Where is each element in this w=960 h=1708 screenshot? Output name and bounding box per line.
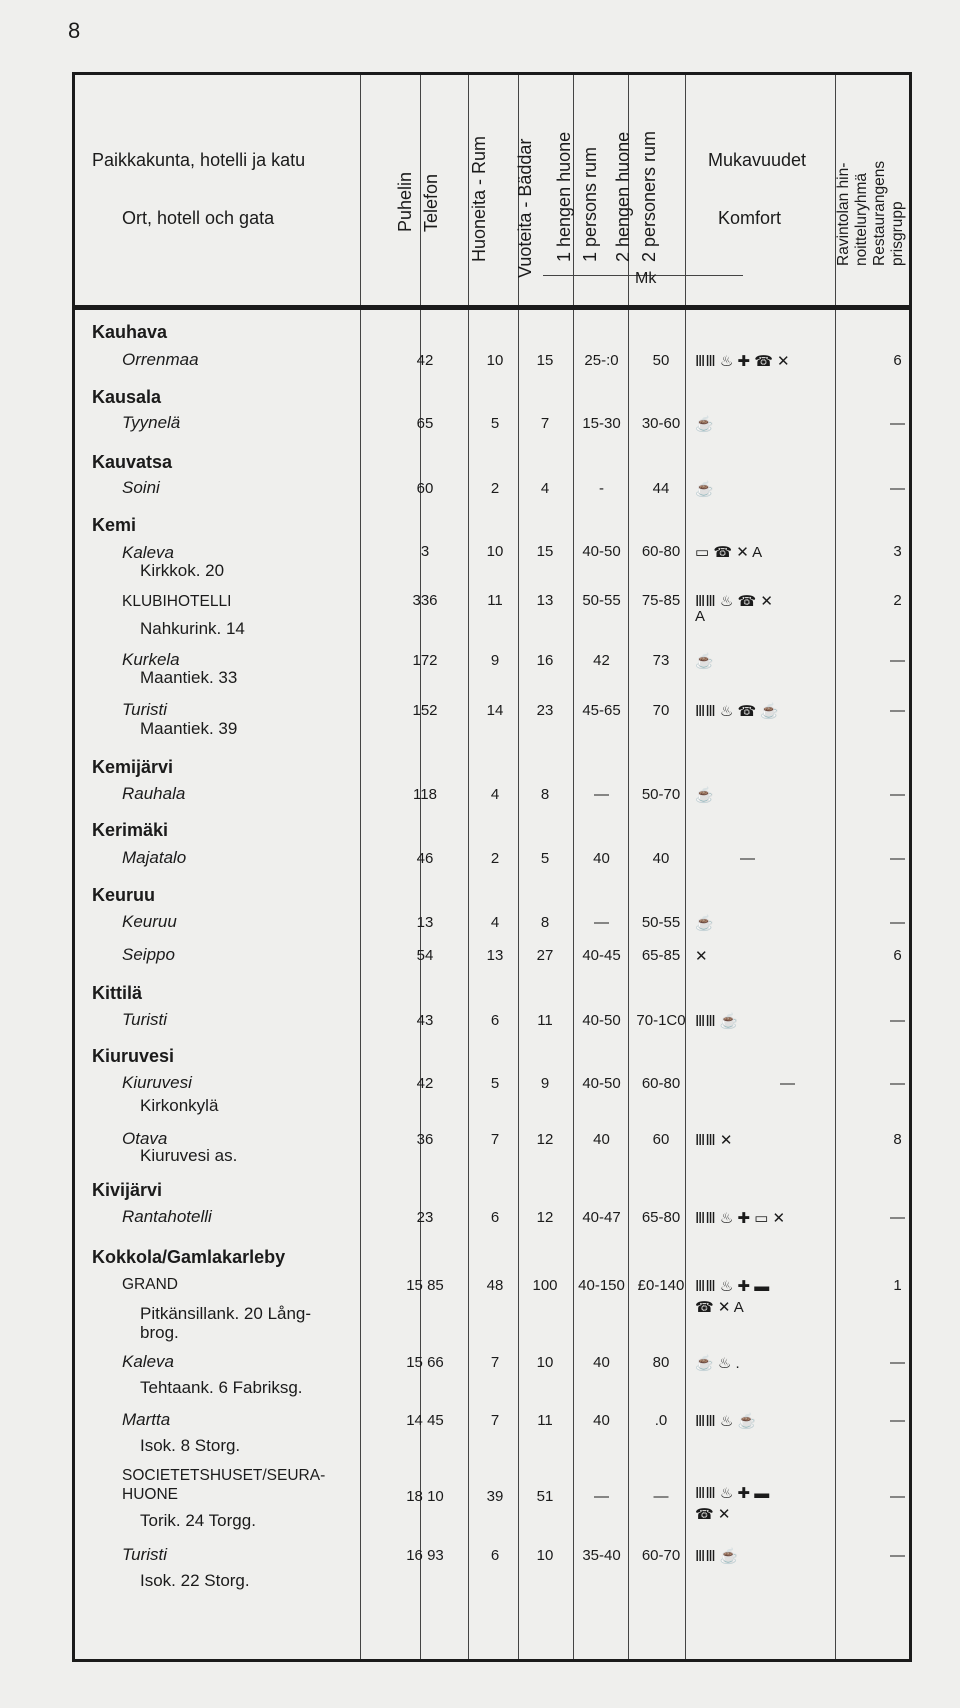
hotel-phone: 13 (416, 914, 434, 931)
hotel-double-price: — (653, 1488, 669, 1505)
hotel-phone: 3 (420, 543, 430, 560)
hotel-single-price: 40 (593, 1412, 610, 1429)
hotel-amenity-icons: ✕ (695, 948, 708, 965)
hotel-single-price: 40-47 (582, 1209, 621, 1226)
hotel-double-price: .0 (654, 1412, 668, 1429)
hotel-double-price: 44 (652, 480, 670, 497)
hotel-single-price: 15-30 (582, 415, 621, 432)
hotel-rooms: 9 (490, 652, 500, 669)
hotel-phone: 15 85 (406, 1277, 444, 1294)
hotel-amenity-icons: ⅢⅢ ♨ ☎ ✕ (695, 593, 773, 610)
hotel-name: Soini (122, 478, 160, 497)
hotel-price-group: — (890, 1412, 905, 1429)
hotel-price-group: 8 (893, 1131, 902, 1148)
hotel-name: Kaleva (122, 543, 174, 562)
header-currency: Mk (635, 270, 657, 287)
hotel-rooms: 14 (486, 702, 504, 719)
hotel-beds: 13 (536, 592, 554, 609)
hotel-price-group: — (890, 786, 905, 803)
hotel-rooms: 7 (490, 1412, 500, 1429)
header-amenities-sv: Komfort (718, 208, 782, 228)
hotel-single-price: 45-65 (582, 702, 621, 719)
hotel-rooms: 10 (486, 543, 504, 560)
hotel-address: Maantiek. 33 (140, 668, 238, 687)
hotel-single-price: — (594, 786, 609, 803)
hotel-beds: 100 (532, 1277, 558, 1294)
hotel-name: SOCIETETSHUSET/SEURA- (122, 1467, 326, 1484)
hotel-rooms: 39 (486, 1488, 504, 1505)
hotel-single-price: 40-45 (582, 947, 621, 964)
hotel-phone: 14 45 (406, 1412, 444, 1429)
header-rule (75, 305, 909, 310)
hotel-address: Isok. 22 Storg. (140, 1571, 250, 1590)
hotel-rooms: 5 (490, 1075, 500, 1092)
hotel-price-group: — (890, 1209, 905, 1226)
hotel-address: Nahkurink. 14 (140, 619, 245, 638)
hotel-amenity-icons: ⅢⅢ ♨ ✚ ▬ (695, 1485, 770, 1502)
hotel-price-group: 6 (893, 352, 902, 369)
hotel-price-group: — (890, 1547, 905, 1564)
hotel-price-group: 6 (893, 947, 902, 964)
hotel-beds: 23 (536, 702, 554, 719)
header-group-1: Ravintolan hin- (835, 162, 852, 266)
hotel-amenity-icons: ☕ (695, 481, 714, 498)
hotel-rooms: 2 (490, 480, 500, 497)
hotel-price-group: — (890, 480, 905, 497)
hotel-name: Keuruu (122, 912, 177, 931)
hotel-single-price: 25-:0 (584, 352, 619, 369)
hotel-double-price: 70 (652, 702, 670, 719)
hotel-address: Pitkänsillank. 20 Lång- (140, 1304, 312, 1323)
hotel-phone: 65 (416, 415, 434, 432)
hotel-beds: 12 (536, 1209, 554, 1226)
hotel-address: Kirkonkylä (140, 1096, 219, 1115)
hotel-phone: 42 (416, 352, 434, 369)
hotel-price-group: 3 (893, 543, 902, 560)
hotel-address: Torik. 24 Torgg. (140, 1511, 256, 1530)
hotel-price-group: 1 (893, 1277, 902, 1294)
hotel-name: GRAND (122, 1276, 178, 1293)
hotel-beds: 51 (536, 1488, 554, 1505)
hotel-phone: 46 (416, 850, 434, 867)
hotel-rooms: 7 (490, 1354, 500, 1371)
hotel-name: Kurkela (122, 650, 180, 669)
hotel-amenity-icons: ⅢⅢ ♨ ☎ ☕ (695, 703, 779, 720)
hotel-price-group: 2 (893, 592, 902, 609)
hotel-beds: 4 (540, 480, 550, 497)
header-single-sv: 1 persons rum (580, 146, 600, 262)
hotel-name: Kaleva (122, 1352, 174, 1371)
hotel-rooms: 6 (490, 1012, 500, 1029)
city-heading: Kausala (92, 387, 162, 407)
hotel-single-price: 40-150 (578, 1277, 625, 1294)
city-heading: Kivijärvi (92, 1180, 163, 1200)
hotel-beds: 9 (540, 1075, 550, 1092)
hotel-price-group: — (890, 1354, 905, 1371)
city-heading: Kiuruvesi (92, 1046, 175, 1066)
header-group-4: prisgrupp (889, 201, 906, 266)
header-group-2: noitteluryhmä (853, 172, 870, 266)
hotel-double-price: 65-85 (641, 947, 681, 964)
hotel-rooms: 7 (490, 1131, 500, 1148)
hotel-beds: 8 (540, 914, 550, 931)
hotel-phone: 36 (416, 1131, 434, 1148)
hotel-rooms: 10 (486, 352, 504, 369)
header-beds: Vuoteita - Bäddar (515, 138, 535, 278)
hotel-rooms: 2 (490, 850, 500, 867)
hotel-single-price: 40-50 (582, 1012, 621, 1029)
city-heading: Kemi (92, 515, 137, 535)
hotel-single-price: - (599, 480, 604, 497)
hotel-double-price: 73 (652, 652, 670, 669)
hotel-amenity-icons: ⅢⅢ ☕ (695, 1013, 739, 1030)
hotel-phone: 118 (413, 786, 437, 803)
hotel-phone: 60 (416, 480, 434, 497)
hotel-beds: 11 (537, 1412, 553, 1429)
hotel-phone: 172 (412, 652, 438, 669)
hotel-beds: 12 (536, 1131, 554, 1148)
hotel-amenity-icons: ▭ ☎ ✕ A (695, 544, 763, 561)
hotel-double-price: 40 (652, 850, 670, 867)
city-heading: Kerimäki (92, 820, 169, 840)
hotel-price-group: — (890, 1488, 905, 1505)
hotel-address: Kiuruvesi as. (140, 1146, 238, 1165)
header-double-fi: 2 hengen huone (613, 131, 633, 262)
hotel-rooms: 4 (490, 914, 500, 931)
hotel-double-price: 70-1C0 (636, 1012, 686, 1029)
hotel-phone: 15 66 (406, 1354, 444, 1371)
hotel-amenity-icons: ⅢⅢ ♨ ✚ ▬ (695, 1278, 770, 1295)
hotel-name: Rantahotelli (122, 1207, 212, 1226)
hotel-beds: 8 (540, 786, 550, 803)
hotel-rooms: 5 (490, 415, 500, 432)
hotel-single-price: 40-50 (582, 543, 621, 560)
city-heading: Kauvatsa (92, 452, 173, 472)
hotel-price-group: — (890, 914, 905, 931)
hotel-single-price: 40 (593, 850, 610, 867)
hotel-price-group: — (890, 652, 905, 669)
hotel-double-price: 60-80 (641, 543, 681, 560)
hotel-phone: 42 (416, 1075, 434, 1092)
hotel-amenity-icons-2: ☎ ✕ A (695, 1299, 744, 1316)
hotel-single-price: 40 (593, 1131, 610, 1148)
column-divider (835, 75, 836, 1659)
hotel-phone: 54 (416, 947, 434, 964)
hotel-double-price: 65-80 (641, 1209, 681, 1226)
hotel-phone: 336 (412, 592, 438, 609)
hotel-double-price: 75-85 (641, 592, 681, 609)
city-heading: Kemijärvi (92, 757, 174, 777)
header-location-fi: Paikkakunta, hotelli ja katu (92, 150, 306, 170)
hotel-address: Maantiek. 39 (140, 719, 238, 738)
hotel-price-group: — (890, 1075, 905, 1092)
hotel-address: Tehtaank. 6 Fabriksg. (140, 1378, 303, 1397)
hotel-amenity-icons: ☕ (695, 787, 714, 804)
hotel-name: Turisti (122, 700, 168, 719)
hotel-beds: 10 (536, 1547, 554, 1564)
hotel-name: Kiuruvesi (122, 1073, 192, 1092)
hotel-amenity-icons: ☕ (695, 416, 714, 433)
page-number: 8 (68, 18, 81, 43)
hotel-double-price: 60-70 (641, 1547, 681, 1564)
hotel-double-price: £0-140 (637, 1277, 685, 1294)
hotel-amenity-icons-2: ☎ ✕ (695, 1506, 731, 1523)
hotel-rooms: 4 (490, 786, 500, 803)
hotel-double-price: 50-55 (641, 914, 681, 931)
hotel-amenity-icons: — (780, 1075, 795, 1092)
hotel-single-price: 35-40 (582, 1547, 621, 1564)
hotel-amenity-icons: ☕ (695, 653, 714, 670)
hotel-name: Seippo (122, 945, 175, 964)
hotel-price-group: — (890, 415, 905, 432)
hotel-name: Majatalo (122, 848, 187, 867)
hotel-beds: 10 (536, 1354, 554, 1371)
hotel-double-price: 80 (652, 1354, 670, 1371)
hotel-rooms: 6 (490, 1547, 500, 1564)
hotel-rooms: 48 (486, 1277, 504, 1294)
hotel-phone: 23 (416, 1209, 434, 1226)
hotel-phone: 43 (416, 1012, 434, 1029)
hotel-beds: 16 (536, 652, 554, 669)
hotel-beds: 7 (540, 415, 550, 432)
hotel-beds: 27 (536, 947, 554, 964)
hotel-name: KLUBIHOTELLI (122, 593, 232, 610)
hotel-single-price: 40-50 (582, 1075, 621, 1092)
hotel-single-price: 42 (593, 652, 610, 669)
hotel-single-price: 50-55 (582, 592, 621, 609)
header-group-3: Restaurangens (871, 160, 888, 266)
hotel-price-group: — (890, 850, 905, 867)
hotel-beds: 15 (536, 543, 554, 560)
hotel-amenity-icons: ⅢⅢ ♨ ✚ ▭ ✕ (695, 1210, 786, 1227)
hotel-name-2: HUONE (122, 1486, 178, 1503)
hotel-name: Turisti (122, 1010, 168, 1029)
hotel-phone: 16 93 (406, 1547, 444, 1564)
hotel-address: Kirkkok. 20 (140, 561, 225, 580)
header-phone-sv: Telefon (421, 173, 441, 232)
hotel-beds: 5 (540, 850, 550, 867)
hotel-name: Orrenmaa (122, 350, 199, 369)
hotel-phone: 152 (412, 702, 438, 719)
hotel-address: Isok. 8 Storg. (140, 1436, 241, 1455)
hotel-amenity-icons: — (740, 850, 755, 867)
hotel-amenity-icons: ⅢⅢ ☕ (695, 1548, 739, 1565)
hotel-amenity-icons: ⅢⅢ ♨ ☕ (695, 1413, 757, 1430)
hotel-name: Martta (122, 1410, 171, 1429)
column-divider (360, 75, 361, 1659)
header-location-sv: Ort, hotell och gata (122, 208, 275, 228)
hotel-price-group: — (890, 702, 905, 719)
city-heading: Kittilä (92, 983, 143, 1003)
hotel-rooms: 11 (487, 592, 503, 609)
city-heading: Keuruu (92, 885, 155, 905)
header-rooms: Huoneita - Rum (469, 135, 489, 262)
city-heading: Kauhava (92, 322, 168, 342)
hotel-amenity-icons: ☕ ♨ . (695, 1355, 740, 1372)
header-single-fi: 1 hengen huone (554, 131, 574, 262)
hotel-name: Otava (122, 1129, 168, 1148)
hotel-single-price: — (594, 914, 609, 931)
hotel-beds: 11 (537, 1012, 553, 1029)
hotel-double-price: 60 (652, 1131, 670, 1148)
hotel-name: Turisti (122, 1545, 168, 1564)
hotel-amenity-icons-2: A (695, 608, 706, 625)
hotel-double-price: 30-60 (641, 415, 681, 432)
hotel-double-price: 50-70 (641, 786, 681, 803)
hotel-single-price: 40 (593, 1354, 610, 1371)
hotel-single-price: — (594, 1488, 609, 1505)
hotel-double-price: 60-80 (641, 1075, 681, 1092)
hotel-phone: 18 10 (406, 1488, 444, 1505)
hotel-amenity-icons: ⅢⅢ ✕ (695, 1132, 733, 1149)
hotel-double-price: 50 (652, 352, 670, 369)
header-phone-fi: Puhelin (395, 171, 415, 232)
hotel-amenity-icons: ⅢⅢ ♨ ✚ ☎ ✕ (695, 353, 790, 370)
hotel-address-2: brog. (140, 1323, 179, 1342)
hotel-name: Tyynelä (122, 413, 181, 432)
city-heading: Kokkola/Gamlakarleby (92, 1247, 286, 1267)
header-amenities-fi: Mukavuudet (708, 150, 807, 170)
hotel-amenity-icons: ☕ (695, 915, 714, 932)
hotel-name: Rauhala (122, 784, 186, 803)
hotel-price-group: — (890, 1012, 905, 1029)
hotel-beds: 15 (536, 352, 554, 369)
hotel-rooms: 6 (490, 1209, 500, 1226)
hotel-rooms: 13 (486, 947, 504, 964)
header-double-sv: 2 personers rum (639, 130, 659, 262)
